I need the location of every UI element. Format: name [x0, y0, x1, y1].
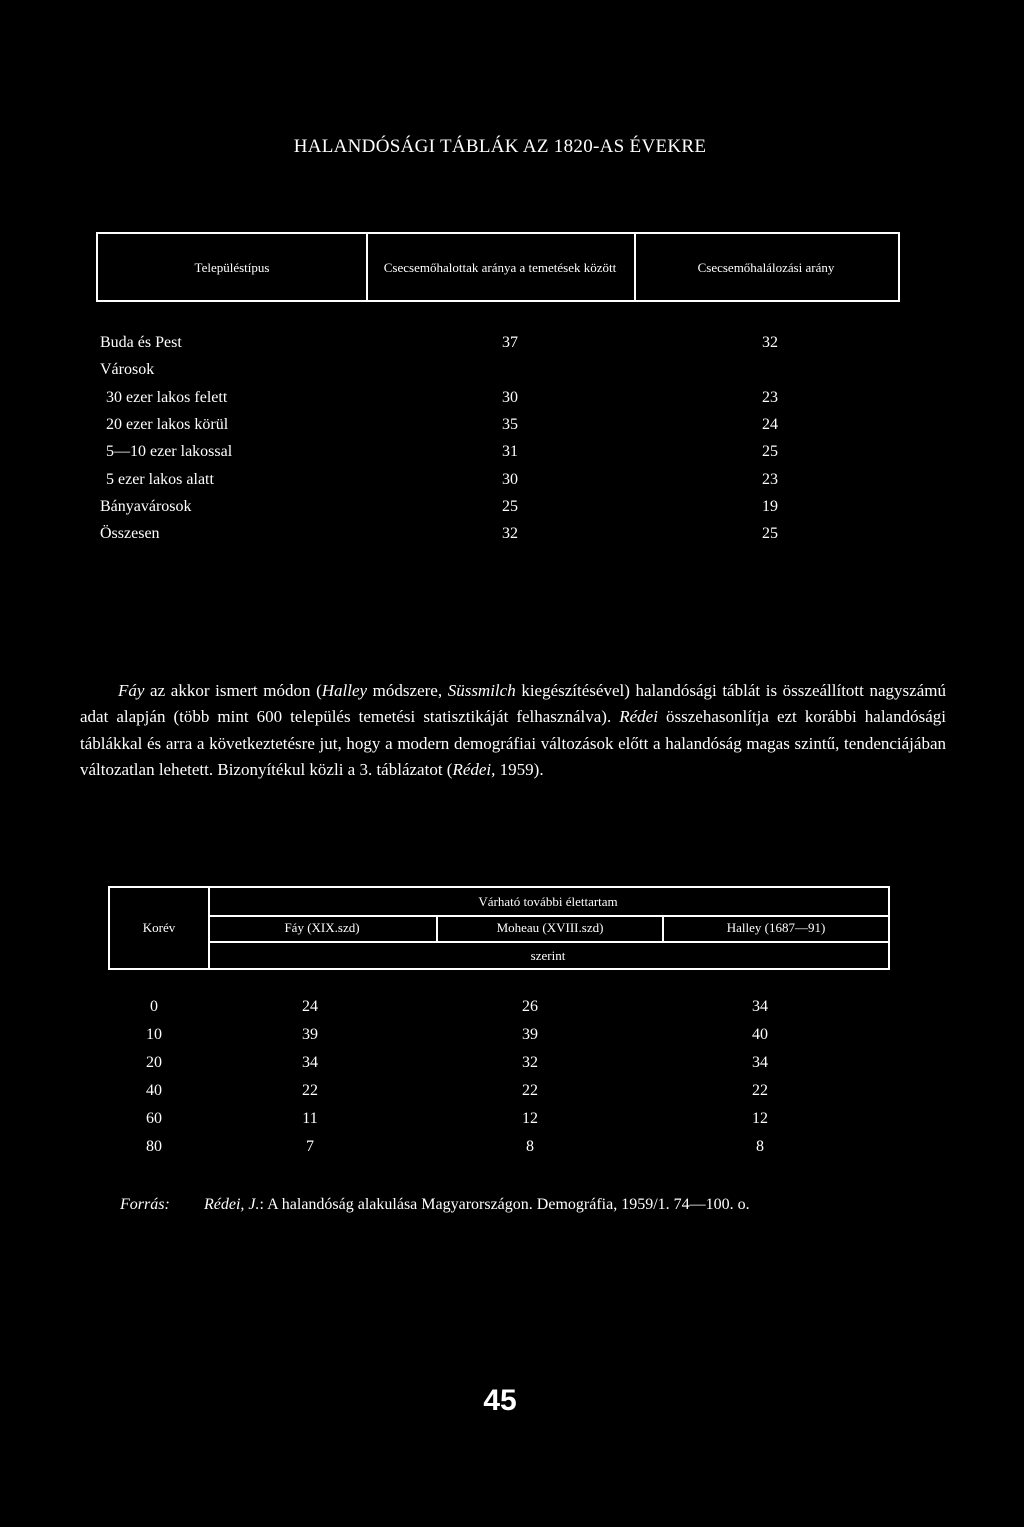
table1-row — [100, 416, 800, 443]
table2-cell-age: 60 — [146, 1110, 162, 1127]
table1-row-label: Összesen — [100, 525, 160, 543]
table1-row — [100, 443, 800, 470]
table2-row — [120, 1110, 800, 1137]
table2-cell-moheau: 32 — [522, 1054, 538, 1071]
table2-cell-age: 40 — [146, 1082, 162, 1099]
table2-cell-age: 10 — [146, 1026, 162, 1043]
paragraph-text-segment: összehasonlítja ezt korábbi halandósági táblákkal és arra a következtetésre jut, hogy a modern demográfiai változások előtt a halandóság magas szintű, tendenciájában változatlan lehetett. Bizonyítékul közli a 3. táblázatot ( — [80, 707, 946, 780]
table2-cell-halley: 12 — [752, 1110, 768, 1127]
paragraph-text — [80, 678, 946, 784]
table2-cell-age: 20 — [146, 1054, 162, 1071]
table2-row — [120, 1026, 800, 1053]
table1-header-infant-death-share: Csecsemőhalottak aránya a temetések között — [366, 234, 636, 300]
table2-header-halley: Halley (1687—91) — [726, 920, 826, 935]
table1-row-label: Buda és Pest — [100, 334, 182, 351]
table2-header — [108, 886, 890, 970]
table1-cell-infant-death-share: 32 — [502, 525, 518, 543]
table1-cell-infant-death-share: 35 — [502, 415, 518, 433]
table2-cell-halley: 8 — [756, 1138, 764, 1155]
table1-cell-infant-mortality-rate: 19 — [762, 497, 778, 515]
table2-header-according-to: szerint — [530, 947, 566, 963]
table2-cell-moheau: 8 — [526, 1138, 534, 1155]
table1-row-label: 30 ezer lakos felett — [106, 388, 228, 406]
table2-header-life-expectancy: Várható további élettartam — [208, 888, 888, 917]
table1-row — [100, 525, 800, 552]
table1-cell-infant-death-share: 31 — [502, 443, 518, 461]
paragraph-text-segment: módszere, — [367, 681, 448, 700]
table1-row — [100, 334, 800, 361]
table1-cell-infant-death-share: 25 — [502, 497, 518, 515]
table1-header-settlement-type: Településtípus — [98, 234, 368, 300]
source-text: : A halandóság alakulása Magyarországon. Demográfia, 1959/1. 74—100. o. — [259, 1196, 750, 1213]
table1-header-infant-mortality-rate: Csecsemőhalálozási arány — [697, 259, 835, 275]
paragraph-text-segment: 1959). — [495, 760, 544, 780]
source-label: Forrás: — [120, 1196, 170, 1213]
table2-cell-halley: 22 — [752, 1082, 768, 1099]
table2-cell-moheau: 26 — [522, 998, 538, 1015]
table2-row — [120, 1082, 800, 1109]
table2-row — [120, 1138, 800, 1165]
table1-cell-infant-death-share: 30 — [502, 388, 518, 406]
table1-row-label: 20 ezer lakos körül — [106, 415, 229, 433]
table1-row — [100, 498, 800, 525]
paragraph-italic-name: Rédei — [619, 707, 658, 727]
table1-row-label: Városok — [100, 361, 155, 379]
table2-header-moheau: Moheau (XVIII.szd) — [438, 915, 664, 941]
source-citation — [120, 1196, 960, 1214]
paragraph-text-segment: az akkor ismert módon ( — [144, 681, 322, 700]
table2-cell-halley: 34 — [752, 998, 768, 1015]
table2-cell-fay: 22 — [302, 1082, 318, 1099]
table1-row — [100, 471, 800, 498]
table2-row — [120, 998, 800, 1025]
source-author: Rédei, J. — [204, 1196, 260, 1213]
table1-header — [96, 232, 900, 302]
table2-cell-fay: 11 — [302, 1110, 318, 1127]
table2-header-age: Korév — [110, 888, 210, 968]
table2-cell-age: 0 — [150, 998, 158, 1015]
table2-cell-halley: 34 — [752, 1054, 768, 1071]
paragraph-italic-name: Rédei, — [452, 760, 496, 780]
table1-cell-infant-mortality-rate: 23 — [762, 388, 778, 406]
table2-header-fay: Fáy (XIX.szd) — [208, 915, 438, 941]
table2-cell-moheau: 39 — [522, 1026, 538, 1043]
table1-row-label: 5 ezer lakos alatt — [106, 470, 214, 488]
table2-subheaders — [208, 915, 888, 943]
table1-cell-infant-mortality-rate: 25 — [762, 443, 778, 461]
table2-cell-fay: 24 — [302, 998, 318, 1015]
table2-cell-fay: 7 — [306, 1138, 314, 1155]
table2-row — [120, 1054, 800, 1081]
table2-cell-age: 80 — [146, 1138, 162, 1155]
table2-cell-halley: 40 — [752, 1026, 768, 1043]
table1-row-label: 5—10 ezer lakossal — [106, 443, 233, 461]
table1-cell-infant-death-share: 30 — [502, 470, 518, 488]
table1-cell-infant-mortality-rate: 23 — [762, 470, 778, 488]
table2-cell-moheau: 22 — [522, 1082, 538, 1099]
table1-row-label: Bányavárosok — [100, 497, 192, 515]
body-paragraph — [80, 678, 946, 784]
table1-row — [100, 389, 800, 416]
table1-cell-infant-death-share: 37 — [502, 334, 518, 351]
paragraph-italic-name: Fáy — [118, 681, 145, 700]
table1-row — [100, 361, 800, 388]
paragraph-italic-name: Halley — [321, 681, 368, 700]
table1-cell-infant-mortality-rate: 32 — [762, 334, 778, 351]
paragraph-text-segment: kiegészítésével) halandósági táblát is összeállított nagyszámú adat alapján (több mint 600 település temetési statisztikáját felhasználva). — [80, 681, 946, 727]
table1-cell-infant-mortality-rate: 24 — [762, 415, 778, 433]
table2-cell-moheau: 12 — [522, 1110, 538, 1127]
table2-cell-fay: 34 — [302, 1054, 318, 1071]
table1-cell-infant-mortality-rate: 25 — [762, 525, 778, 543]
page-number: 45 — [483, 1384, 517, 1417]
paragraph-italic-name: Süssmilch — [447, 681, 516, 700]
table2-cell-fay: 39 — [302, 1026, 318, 1043]
page-title: HALANDÓSÁGI TÁBLÁK AZ 1820-AS ÉVEKRE — [293, 136, 707, 157]
